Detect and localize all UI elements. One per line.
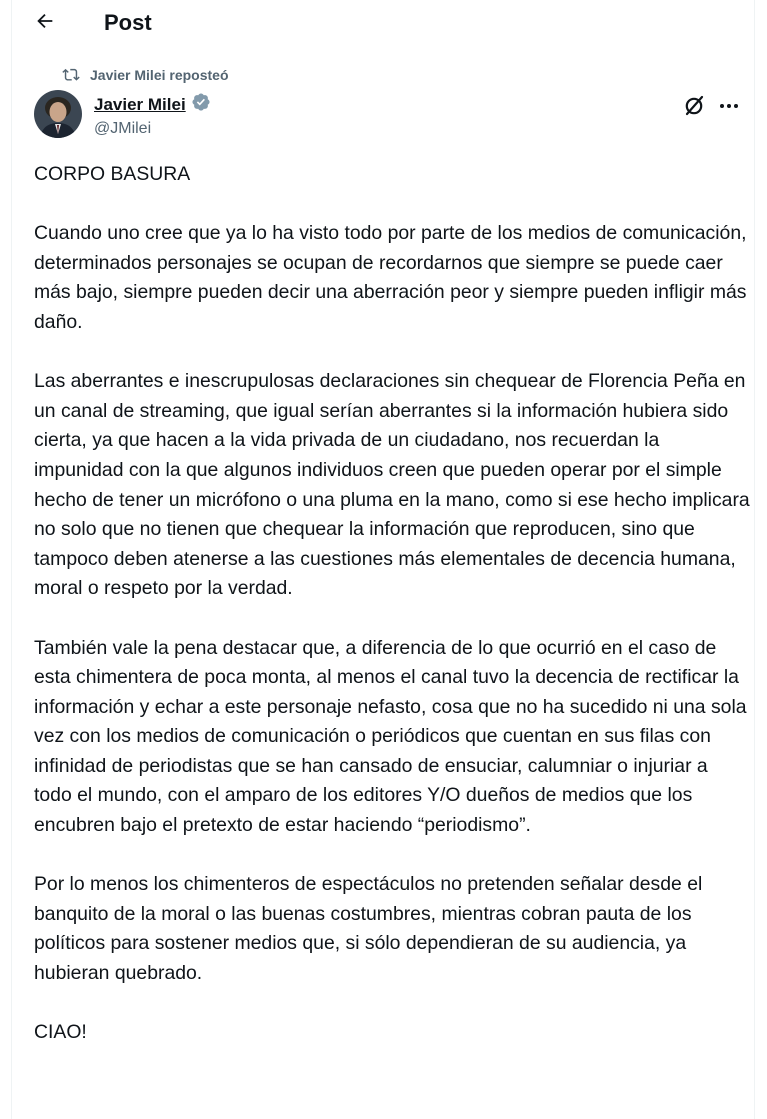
grok-icon — [682, 105, 708, 122]
post-paragraph: Las aberrantes e inescrupulosas declaraciones sin chequear de Florencia Peña en un canal de streaming, que igual serían aberrantes si la información hubiera sido cierta, ya que hacen a la vida privada de un ciudadano, nos recuerdan la impunidad con la que algunos individuos creen que pueden operar por el simple hecho de tener un micrófono o una pluma en la mano, como si ese hecho implicara no solo que no tienen que chequear la información que reproducen, sino que tampoco deben atenerse a las cuestiones más elementales de decencia humana, moral o respeto por la verdad. — [34, 370, 750, 600]
back-button[interactable] — [30, 8, 60, 38]
repost-label: Javier Milei reposteó — [90, 67, 229, 83]
author-name[interactable]: Javier Milei — [94, 94, 186, 114]
grok-button[interactable] — [682, 92, 708, 118]
repost-indicator[interactable] — [62, 65, 229, 85]
author-handle[interactable]: @JMilei — [94, 120, 152, 137]
author-name-row[interactable] — [94, 92, 211, 117]
more-options-button[interactable] — [714, 92, 744, 118]
post-paragraph: CORPO BASURA — [34, 163, 191, 185]
post-paragraph: CIAO! — [34, 1021, 87, 1044]
post-header — [0, 0, 767, 46]
post-paragraph: Cuando uno cree que ya lo ha visto todo por parte de los medios de comunicación, determinados personajes se ocupan de recordarnos que siempre se puede caer más bajo, siempre pueden decir una aberración peor y siempre pueden infligir más daño. — [34, 222, 747, 333]
arrow-left-icon — [34, 10, 56, 37]
post-text — [34, 160, 750, 1048]
verified-badge-icon — [191, 92, 211, 117]
post-paragraph: También vale la pena destacar que, a diferencia de lo que ocurrió en el caso de esta chimentera de poca monta, al menos el canal tuvo la decencia de rectificar la información y echar a este personaje nefasto, cosa que no ha sucedido ni una sola vez con los medios de comunicación o periódicos que cuentan en sus filas con infinidad de periodistas que se han cansado de ensuciar, calumniar o injuriar a todo el mundo, con el amparo de los editores Y/O dueños de medios que los encubren bajo el pretexto de estar haciendo “periodismo”. — [34, 636, 747, 837]
repost-icon — [62, 66, 80, 85]
page-title: Post — [104, 10, 152, 35]
avatar[interactable] — [34, 90, 82, 138]
more-horizontal-icon — [719, 96, 739, 114]
post-paragraph: Por lo menos los chimenteros de espectáculos no pretenden señalar desde el banquito de la moral o las buenas costumbres, mientras cobran pauta de los políticos para sostener medios que, si sólo dependieran de su audiencia, ya hubieran quebrado. — [34, 873, 703, 985]
